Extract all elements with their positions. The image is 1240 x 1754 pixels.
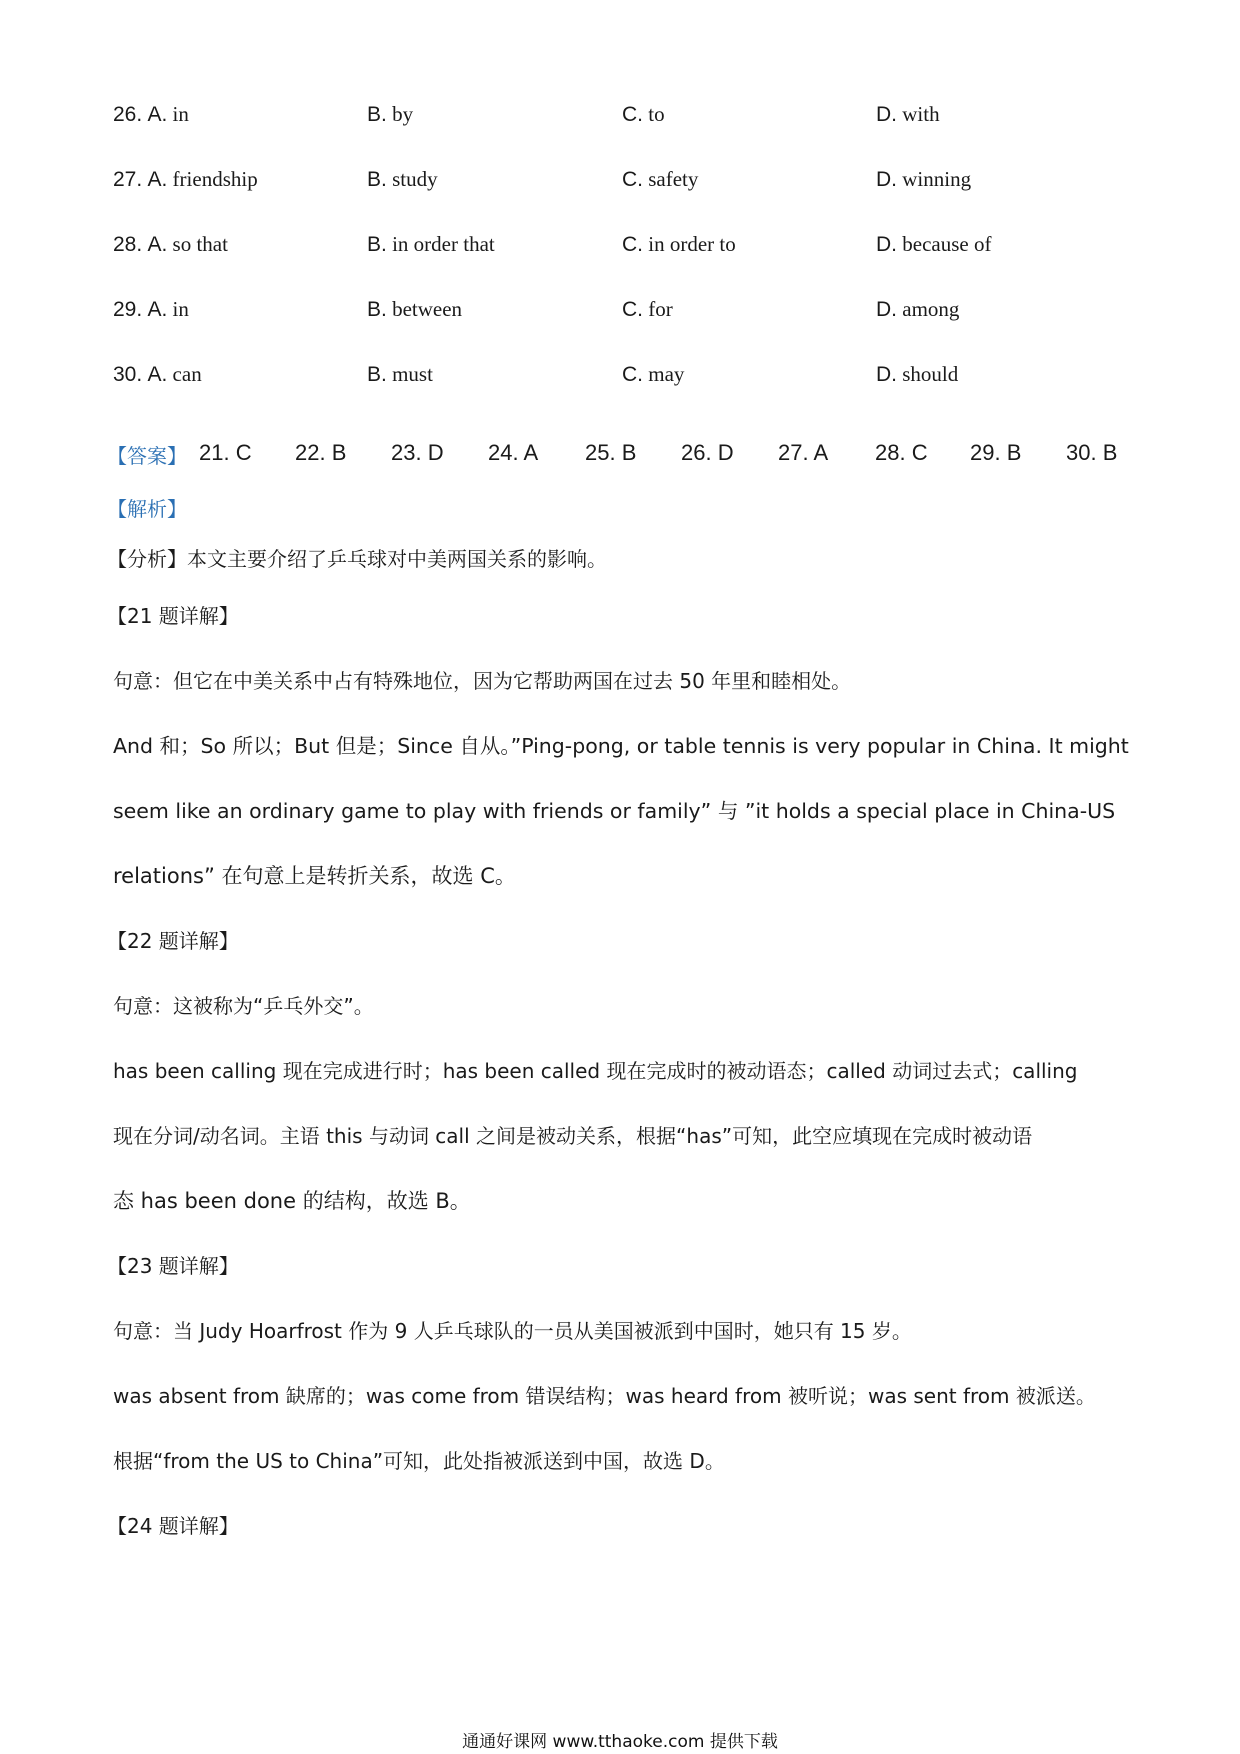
answer-tag: 【答案】 xyxy=(107,444,187,468)
answer-item: 29. B xyxy=(970,440,1022,465)
paragraph-line: 态 has been done 的结构，故选 B。 xyxy=(113,1189,471,1213)
answer-item: 28. C xyxy=(875,440,928,465)
paragraph-line: And 和；So 所以；But 但是；Since 自从。”Ping-pong, or table tennis is very popular in China. It might xyxy=(113,734,1129,758)
paragraph-line: seem like an ordinary game to play with friends or family” 与 ”it holds a special place in China-US xyxy=(113,799,1116,823)
answer-item: 22. B xyxy=(295,440,347,465)
option-b: B. must xyxy=(367,362,433,386)
option-c: C. safety xyxy=(622,167,699,191)
paragraph-line: relations” 在句意上是转折关系，故选 C。 xyxy=(113,864,516,888)
answer-item: 23. D xyxy=(391,440,444,465)
option-a: 27. A. friendship xyxy=(113,167,258,191)
answer-item: 24. A xyxy=(488,440,539,465)
option-c: C. may xyxy=(622,362,685,386)
option-row-30 xyxy=(113,362,1143,402)
option-b: B. in order that xyxy=(367,232,495,256)
answer-item: 21. C xyxy=(199,440,252,465)
option-b: B. between xyxy=(367,297,463,321)
question-heading: 【22 题详解】 xyxy=(107,929,239,953)
option-row-26 xyxy=(113,102,1143,142)
paragraph-line: 句意：当 Judy Hoarfrost 作为 9 人乒乓球队的一员从美国被派到中国时，她只有 15 岁。 xyxy=(113,1319,912,1343)
answer-item: 27. A xyxy=(778,440,829,465)
paragraph-line: 句意：这被称为“乒乓外交”。 xyxy=(113,994,374,1018)
option-c: C. to xyxy=(622,102,665,126)
paragraph-line: 根据“from the US to China”可知，此处指被派送到中国，故选 D。 xyxy=(113,1449,725,1473)
answer-key-row xyxy=(107,440,1143,480)
analysis-summary: 【分析】本文主要介绍了乒乓球对中美两国关系的影响。 xyxy=(107,547,607,571)
paragraph-line: 现在分词/动名词。主语 this 与动词 call 之间是被动关系，根据“has”可知，此空应填现在完成时被动语 xyxy=(113,1124,1033,1148)
option-row-27 xyxy=(113,167,1143,207)
answer-item: 30. B xyxy=(1066,440,1118,465)
option-d: D. with xyxy=(876,102,940,126)
option-d: D. winning xyxy=(876,167,972,191)
option-d: D. should xyxy=(876,362,959,386)
analysis-tag: 【解析】 xyxy=(107,497,187,521)
option-d: D. among xyxy=(876,297,960,321)
option-a: 30. A. can xyxy=(113,362,202,386)
question-heading: 【24 题详解】 xyxy=(107,1514,239,1538)
option-c: C. for xyxy=(622,297,673,321)
option-a: 26. A. in xyxy=(113,102,189,126)
answer-item: 25. B xyxy=(585,440,637,465)
option-row-29 xyxy=(113,297,1143,337)
question-heading: 【23 题详解】 xyxy=(107,1254,239,1278)
option-d: D. because of xyxy=(876,232,992,256)
question-heading: 【21 题详解】 xyxy=(107,604,239,628)
page-footer: 通通好课网 www.tthaoke.com 提供下载 xyxy=(462,1732,778,1752)
option-row-28 xyxy=(113,232,1143,272)
answer-item: 26. D xyxy=(681,440,734,465)
option-c: C. in order to xyxy=(622,232,736,256)
option-b: B. by xyxy=(367,102,414,126)
option-a: 29. A. in xyxy=(113,297,189,321)
option-b: B. study xyxy=(367,167,438,191)
option-a: 28. A. so that xyxy=(113,232,228,256)
paragraph-line: 句意：但它在中美关系中占有特殊地位，因为它帮助两国在过去 50 年里和睦相处。 xyxy=(113,669,852,693)
paragraph-line: was absent from 缺席的；was come from 错误结构；was heard from 被听说；was sent from 被派送。 xyxy=(113,1384,1096,1408)
paragraph-line: has been calling 现在完成进行时；has been called 现在完成时的被动语态；called 动词过去式；calling xyxy=(113,1059,1078,1083)
